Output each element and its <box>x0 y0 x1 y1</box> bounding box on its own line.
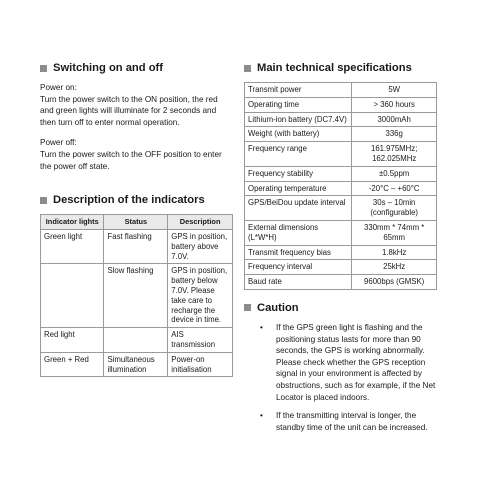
spec-value: 330mm * 74mm * 65mm <box>352 220 437 245</box>
power-on-label: Power on: <box>40 83 77 92</box>
table-row <box>245 181 437 196</box>
spec-label: Lithium-ion battery (DC7.4V) <box>245 112 352 127</box>
spec-value: ±0.5ppm <box>352 166 437 181</box>
right-column <box>244 62 437 440</box>
spec-label: Weight (with battery) <box>245 127 352 142</box>
spec-value: 25kHz <box>352 260 437 275</box>
spec-label: Operating time <box>245 97 352 112</box>
caution-title: Caution <box>257 301 299 314</box>
spec-label: External dimensions (L*W*H) <box>245 220 352 245</box>
table-row <box>41 328 233 353</box>
cell-light <box>41 264 104 328</box>
table-row <box>245 83 437 98</box>
indicators-table <box>40 214 233 377</box>
table-row <box>245 245 437 260</box>
indicators-title: Description of the indicators <box>53 194 205 207</box>
spec-label: Frequency interval <box>245 260 352 275</box>
cell-description: GPS in position, battery below 7.0V. Please take care to recharge the device in time. <box>168 264 233 328</box>
spec-label: Frequency range <box>245 142 352 167</box>
table-row <box>245 97 437 112</box>
left-column <box>40 62 233 377</box>
spec-label: Frequency stability <box>245 166 352 181</box>
spec-value: > 360 hours <box>352 97 437 112</box>
spec-value: 30s – 10min (configurable) <box>352 196 437 221</box>
caution-heading <box>244 302 437 314</box>
bullet-square-icon <box>244 65 251 72</box>
caution-list <box>264 322 437 433</box>
spec-label: Transmit frequency bias <box>245 245 352 260</box>
cell-description: AIS transmission <box>168 328 233 353</box>
specs-title: Main technical specifications <box>257 62 412 74</box>
cell-status: Simultaneous illumination <box>104 352 168 377</box>
table-row <box>41 352 233 377</box>
cell-light: Green light <box>41 229 104 263</box>
list-item: • If the transmitting interval is longer, the standby time of the unit can be increased. <box>264 410 437 433</box>
power-off-label: Power off: <box>40 138 77 148</box>
power-off-text: Turn the power switch to the OFF position to enter the power off state. <box>40 149 222 171</box>
switching-heading <box>40 62 233 74</box>
spec-value: 3000mAh <box>352 112 437 127</box>
switching-title: Switching on and off <box>53 62 163 74</box>
table-row <box>245 166 437 181</box>
spec-label: GPS/BeiDou update interval <box>245 196 352 221</box>
table-row <box>41 229 233 263</box>
table-row <box>245 127 437 142</box>
spec-label: Transmit power <box>245 83 352 98</box>
spec-value: 5W <box>352 83 437 98</box>
table-row <box>245 275 437 290</box>
specs-table <box>244 82 437 290</box>
bullet-square-icon <box>40 65 47 72</box>
specs-heading <box>244 62 437 74</box>
spec-value: 1.8kHz <box>352 245 437 260</box>
table-row <box>245 196 437 221</box>
cell-status: Fast flashing <box>104 229 168 263</box>
table-row <box>245 142 437 167</box>
spec-value: -20°C – +60°C <box>352 181 437 196</box>
spec-label: Operating temperature <box>245 181 352 196</box>
cell-status <box>104 328 168 353</box>
spec-value: 161.975MHz; 162.025MHz <box>352 142 437 167</box>
cell-description: GPS in position, battery above 7.0V. <box>168 229 233 263</box>
table-row <box>245 260 437 275</box>
table-row <box>41 264 233 328</box>
spec-value: 9600bps (GMSK) <box>352 275 437 290</box>
table-row <box>245 220 437 245</box>
bullet-square-icon <box>244 304 251 311</box>
header-status: Status <box>104 215 168 230</box>
spec-value: 336g <box>352 127 437 142</box>
power-on-text: Turn the power switch to the ON position, the red and green lights will illuminate for 2 seconds and then turn off to enter normal operation. <box>40 94 218 127</box>
cell-light: Red light <box>41 328 104 353</box>
cell-description: Power-on initialisation <box>168 352 233 377</box>
indicators-heading <box>40 194 233 206</box>
table-header-row <box>41 215 233 230</box>
header-description: Description <box>168 215 233 230</box>
table-row <box>245 112 437 127</box>
bullet-square-icon <box>40 197 47 204</box>
cell-light: Green + Red <box>41 352 104 377</box>
cell-status: Slow flashing <box>104 264 168 328</box>
spec-label: Baud rate <box>245 275 352 290</box>
list-item: • If the GPS green light is flashing and the positioning status lasts for more than 90 seconds, the GPS is working abnormally. Please check whether the GPS reception signal in your environment is affected by obstructions, such as for example, if the Net Locator is placed indoors. <box>264 322 437 403</box>
header-indicator-lights: Indicator lights <box>41 215 104 230</box>
